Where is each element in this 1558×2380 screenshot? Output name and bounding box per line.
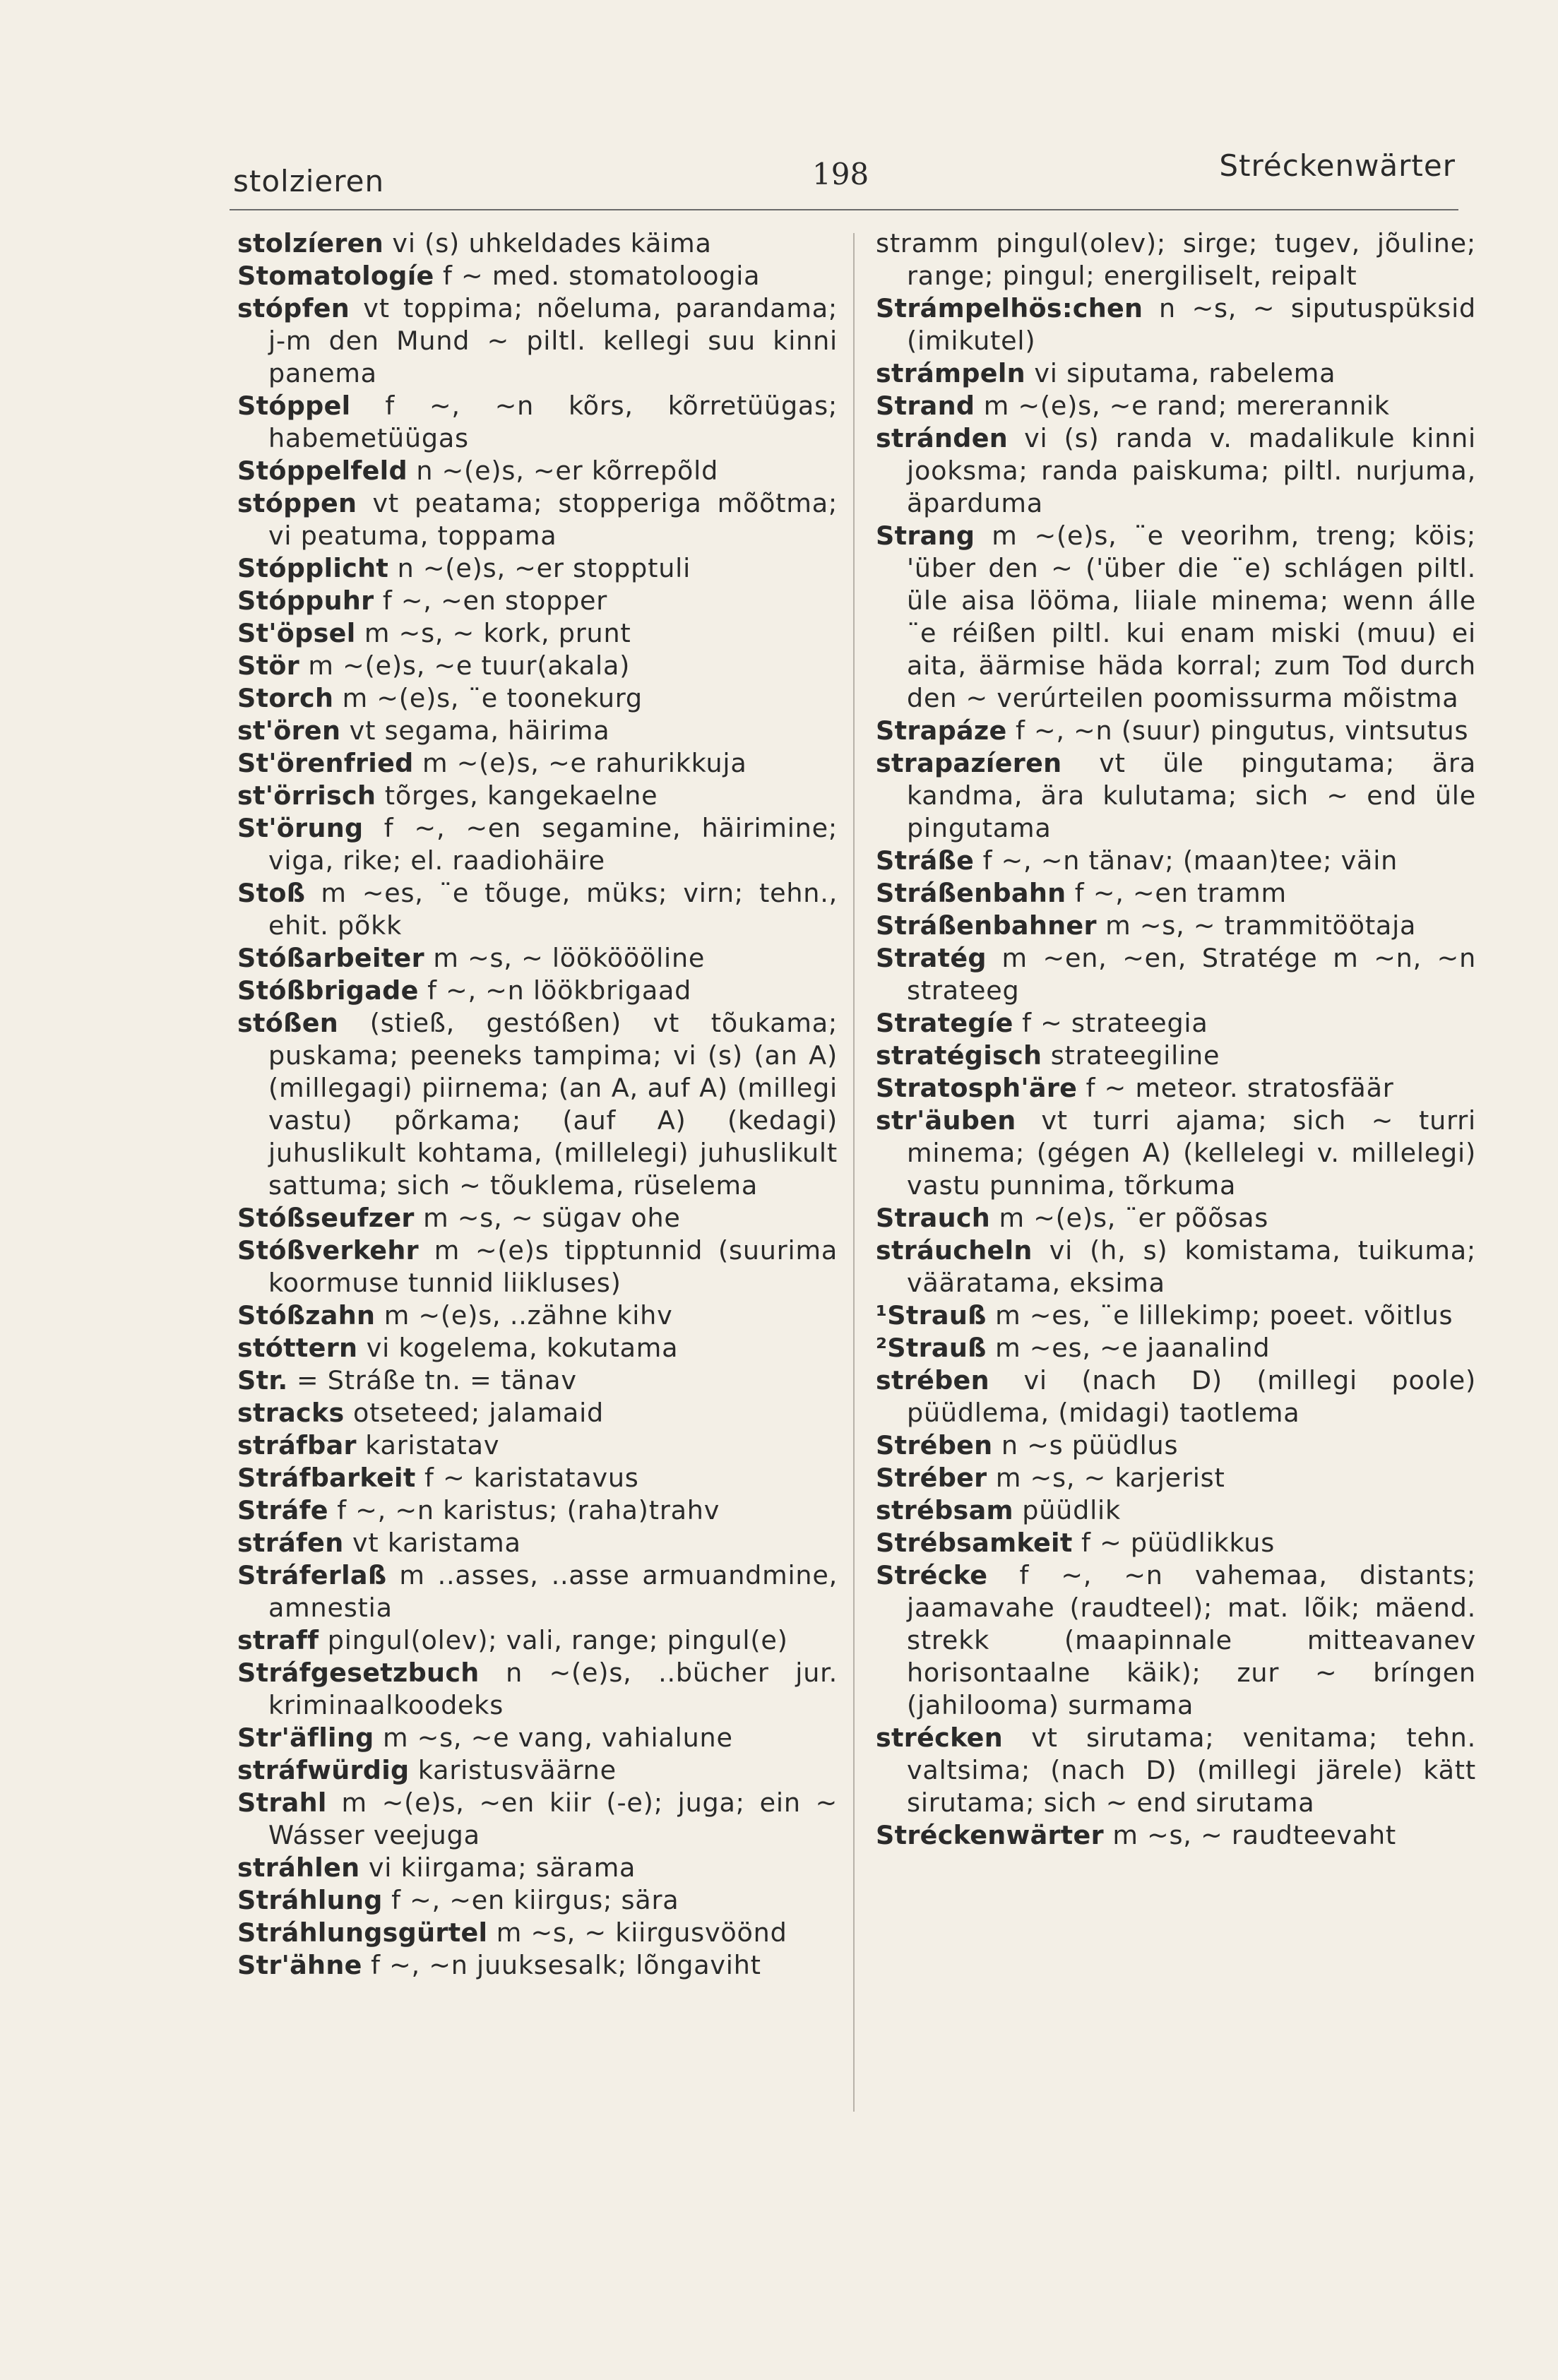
- entry-headword: Stráhlung: [237, 1885, 383, 1915]
- entry-headword: ¹Strauß: [876, 1300, 987, 1331]
- dictionary-entry: [237, 1787, 838, 1852]
- dictionary-entry: [237, 780, 838, 812]
- entry-definition: f ~ med. stomatoloogia: [443, 261, 761, 291]
- entry-headword: Strapáze: [876, 715, 1007, 746]
- dictionary-entry: [237, 942, 838, 975]
- entry-definition: m ~(e)s, ..zähne kihv: [383, 1300, 673, 1331]
- entry-headword: Stráferlaß: [237, 1560, 387, 1590]
- entry-definition: n ~(e)s, ~er kõrrepõld: [416, 456, 719, 486]
- entry-headword: stránden: [876, 423, 1009, 453]
- entry-definition: f ~, ~n (suur) pingutus, vintsutus: [1015, 715, 1469, 746]
- entry-definition: f ~, ~n kõrs, kõrretüügas; habemetüügas: [268, 391, 838, 453]
- dictionary-entry: [876, 390, 1476, 422]
- entry-definition: vt toppima; nõeluma, parandama; j-m den Mund ~ piltl. kellegi suu kinni panema: [268, 293, 838, 388]
- entry-headword: Strategíe: [876, 1008, 1013, 1038]
- dictionary-entry: [876, 1462, 1476, 1494]
- entry-definition: vi kogelema, kokutama: [366, 1333, 679, 1363]
- entry-definition: vt segama, häirima: [349, 715, 610, 746]
- entry-definition: tõrges, kangekaelne: [384, 780, 658, 811]
- entry-definition: m ~s, ~ trammitöötaja: [1105, 910, 1417, 941]
- dictionary-entry: [237, 812, 838, 877]
- entry-definition: f ~, ~n juuksesalk; lõngaviht: [371, 1950, 761, 1980]
- entry-headword: Strében: [876, 1430, 993, 1460]
- entry-headword: Stóßzahn: [237, 1300, 376, 1331]
- entry-definition: f ~ meteor. stratosfäär: [1086, 1073, 1394, 1103]
- entry-definition: = Stráße tn. = tänav: [297, 1365, 577, 1396]
- dictionary-entry: [237, 1917, 838, 1949]
- entry-headword: Storch: [237, 683, 334, 713]
- dictionary-entry: [876, 1819, 1476, 1852]
- entry-definition: vi (s) randa v. madalikule kinni jooksma; randa paiskuma; piltl. nurjuma, äparduma: [907, 423, 1476, 518]
- dictionary-entry: [237, 455, 838, 487]
- entry-definition: m ~(e)s, ¨e veorihm, treng; köis; 'über den ~ ('über die ¨e) schlágen piltl. üle aisa lööma, liiale minema; wenn álle ¨e réißen piltl. kui enam miski (muu) ei aita, äärmise häda korral; zum Tod durch den ~ verúrteilen poomissurma mõistma: [907, 520, 1476, 713]
- dictionary-entry: [876, 1202, 1476, 1234]
- entry-headword: Stomatologíe: [237, 261, 434, 291]
- entry-definition: m ~s, ~ kork, prunt: [364, 618, 631, 648]
- entry-headword: stracks: [237, 1398, 345, 1428]
- entry-headword: Stóßbrigade: [237, 975, 419, 1006]
- entry-definition: f ~, ~n löökbrigaad: [427, 975, 692, 1006]
- dictionary-entry: [237, 585, 838, 617]
- entry-definition: vt turri ajama; sich ~ turri minema; (gégen A) (kellelegi v. millelegi) vastu punnima, tõrkuma: [907, 1105, 1476, 1201]
- header-right-guideword: Stréckenwärter: [1219, 148, 1456, 183]
- entry-headword: stráfbar: [237, 1430, 357, 1460]
- entry-definition: m ~s, ~ kiirgusvöönd: [496, 1917, 787, 1948]
- entry-definition: vi (nach D) (millegi poole) püüdlema, (midagi) taotlema: [907, 1365, 1476, 1428]
- dictionary-entry: [876, 1007, 1476, 1040]
- dictionary-entry: [237, 715, 838, 747]
- entry-headword: ²Strauß: [876, 1333, 987, 1363]
- entry-headword: Stóßseufzer: [237, 1203, 415, 1233]
- entry-definition: n ~s püüdlus: [1001, 1430, 1179, 1460]
- dictionary-entry: [237, 390, 838, 455]
- entry-definition: f ~, ~n tänav; (maan)tee; väin: [982, 845, 1398, 876]
- entry-headword: strébsam: [876, 1495, 1013, 1525]
- entry-definition: m ~(e)s, ¨e toonekurg: [342, 683, 643, 713]
- dictionary-entry: [237, 260, 838, 292]
- dictionary-entry: [876, 1040, 1476, 1072]
- dictionary-entry: [237, 552, 838, 585]
- dictionary-entry: [876, 1527, 1476, 1559]
- entry-definition: vi kiirgama; särama: [368, 1852, 636, 1883]
- dictionary-entry: [237, 1657, 838, 1722]
- entry-definition: f ~, ~n vahemaa, distants; jaamavahe (raudteel); mat. lõik; mäend. strekk (maapinnale mitteavanev horisontaalne käik); zur ~ bríngen (jahilooma) surmama: [907, 1560, 1476, 1720]
- entry-headword: Stóßarbeiter: [237, 943, 424, 973]
- entry-headword: stráfwürdig: [237, 1755, 410, 1785]
- entry-headword: strámpeln: [876, 358, 1025, 388]
- dictionary-entry: [876, 1429, 1476, 1462]
- entry-headword: Strámpelhös:chen: [876, 293, 1143, 323]
- dictionary-entry: [876, 1299, 1476, 1332]
- entry-headword: Stratosph'äre: [876, 1073, 1078, 1103]
- entry-headword: St'örenfried: [237, 748, 414, 778]
- entry-definition: pingul(olev); vali, range; pingul(e): [327, 1625, 788, 1655]
- header-left-guideword: stolzieren: [233, 164, 385, 198]
- dictionary-entry: [876, 422, 1476, 520]
- entry-headword: Stráfe: [237, 1495, 328, 1525]
- entry-headword: Strébsamkeit: [876, 1528, 1073, 1558]
- dictionary-entry: [237, 1494, 838, 1527]
- entry-definition: vt sirutama; venitama; tehn. valtsima; (nach D) (millegi järele) kätt sirutama; sich ~ end sirutama: [907, 1722, 1476, 1818]
- entry-definition: f ~ püüdlikkus: [1081, 1528, 1275, 1558]
- entry-headword: Stréckenwärter: [876, 1820, 1104, 1850]
- entry-headword: Stör: [237, 650, 300, 681]
- entry-headword: straff: [237, 1625, 319, 1655]
- entry-definition: m ~(e)s, ¨er põõsas: [999, 1203, 1269, 1233]
- entry-definition: f ~, ~en stopper: [382, 585, 608, 616]
- entry-definition: m ~s, ~e vang, vahialune: [382, 1722, 733, 1753]
- entry-headword: Strand: [876, 391, 975, 421]
- entry-headword: str'äuben: [876, 1105, 1016, 1136]
- entry-headword: Strécke: [876, 1560, 988, 1590]
- entry-definition: n ~s, ~ siputuspüksid (imikutel): [907, 293, 1476, 356]
- entry-headword: Stóßverkehr: [237, 1235, 419, 1266]
- dictionary-entry: [876, 942, 1476, 1007]
- dictionary-entry: [237, 1527, 838, 1559]
- dictionary-entry: [876, 877, 1476, 910]
- entry-headword: strapazíeren: [876, 748, 1062, 778]
- entry-definition: karistusväärne: [417, 1755, 617, 1785]
- entry-definition: vt karistama: [352, 1528, 521, 1558]
- entry-headword: Strahl: [237, 1787, 327, 1818]
- entry-definition: m ~(e)s, ~e rand; mererannik: [983, 391, 1390, 421]
- entry-definition: karistatav: [365, 1430, 500, 1460]
- dictionary-entry: [876, 1105, 1476, 1202]
- entry-headword: Stráßenbahner: [876, 910, 1097, 941]
- dictionary-entry: [876, 1559, 1476, 1722]
- dictionary-entry: [237, 1299, 838, 1332]
- dictionary-entry: [237, 1007, 838, 1202]
- entry-headword: Strang: [876, 520, 975, 551]
- entry-definition: m ~s, ~ karjerist: [995, 1463, 1225, 1493]
- dictionary-entry: [237, 487, 838, 552]
- entry-headword: Stóppuhr: [237, 585, 374, 616]
- dictionary-entry: [876, 1364, 1476, 1429]
- right-column: [876, 227, 1476, 1852]
- entry-definition: vi (h, s) komistama, tuikuma; vääratama, eksima: [907, 1235, 1476, 1298]
- entry-headword: stratégisch: [876, 1040, 1042, 1071]
- left-column: [237, 227, 838, 1982]
- entry-headword: stráfen: [237, 1528, 344, 1558]
- entry-headword: stráhlen: [237, 1852, 360, 1883]
- entry-headword: Stoß: [237, 878, 306, 908]
- dictionary-entry: [237, 747, 838, 780]
- dictionary-entry: [876, 747, 1476, 845]
- entry-headword: stolzíeren: [237, 228, 384, 258]
- entry-headword: strében: [876, 1365, 989, 1396]
- entry-headword: Stóppel: [237, 391, 351, 421]
- entry-headword: stóttern: [237, 1333, 358, 1363]
- dictionary-entry: [876, 1494, 1476, 1527]
- entry-headword: Str'ähne: [237, 1950, 362, 1980]
- entry-headword: stráucheln: [876, 1235, 1033, 1266]
- entry-definition: vt üle pingutama; ära kandma, ära kulutama; sich ~ end üle pingutama: [907, 748, 1476, 843]
- entry-definition: m ~s, ~ löököööline: [433, 943, 706, 973]
- entry-definition: m ..asses, ..asse armuandmine, amnestia: [268, 1560, 838, 1623]
- entry-definition: vi (s) uhkeldades käima: [392, 228, 712, 258]
- entry-definition: m ~en, ~en, Stratége m ~n, ~n strateeg: [907, 943, 1476, 1006]
- entry-headword: Str'äfling: [237, 1722, 374, 1753]
- dictionary-entry: [237, 1364, 838, 1397]
- entry-definition: vi siputama, rabelema: [1034, 358, 1336, 388]
- entry-definition: m ~(e)s, ~en kiir (-e); juga; ein ~ Wásser veejuga: [268, 1787, 838, 1850]
- entry-headword: stóßen: [237, 1008, 339, 1038]
- entry-headword: St'öpsel: [237, 618, 356, 648]
- entry-headword: st'ören: [237, 715, 341, 746]
- entry-definition: m ~s, ~ sügav ohe: [423, 1203, 681, 1233]
- dictionary-entry: [237, 1884, 838, 1917]
- dictionary-entry: [876, 1234, 1476, 1299]
- dictionary-entry: [237, 1949, 838, 1982]
- entry-definition: f ~, ~n karistus; (raha)trahv: [337, 1495, 720, 1525]
- entry-definition: strateegiline: [1050, 1040, 1220, 1071]
- dictionary-entry: [237, 617, 838, 650]
- dictionary-entry: [876, 1332, 1476, 1364]
- entry-definition: m ~es, ~e jaanalind: [995, 1333, 1271, 1363]
- entry-definition: püüdlik: [1022, 1495, 1121, 1525]
- dictionary-entry: [876, 1072, 1476, 1105]
- entry-headword: Str.: [237, 1365, 288, 1396]
- entry-definition: m ~es, ¨e tõuge, müks; virn; tehn., ehit. põkk: [268, 878, 838, 941]
- dictionary-entry: [237, 975, 838, 1007]
- entry-definition: (stieß, gestóßen) vt tõukama; puskama; peeneks tampima; vi (s) (an A) (millegagi) piirnema; (an A, auf A) (millegi vastu) põrkama; (auf A) (kedagi) juhuslikult kohtama, (millelegi) juhuslikult sattuma; sich ~ tõuklema, rüselema: [268, 1008, 838, 1201]
- entry-definition: m ~(e)s, ~e rahurikkuja: [422, 748, 747, 778]
- entry-headword: Stópplicht: [237, 553, 389, 583]
- dictionary-entry: [876, 357, 1476, 390]
- dictionary-entry: [237, 877, 838, 942]
- entry-definition: f ~, ~en kiirgus; sära: [391, 1885, 679, 1915]
- entry-definition: n ~(e)s, ~er stopptuli: [397, 553, 691, 583]
- dictionary-entry: [237, 227, 838, 260]
- entry-definition: f ~ karistatavus: [424, 1463, 639, 1493]
- entry-definition: m ~s, ~ raudteevaht: [1112, 1820, 1396, 1850]
- dictionary-entry: [237, 1202, 838, 1234]
- dictionary-entry: [237, 1332, 838, 1364]
- dictionary-entry: [876, 910, 1476, 942]
- entry-headword: stóppen: [237, 488, 357, 518]
- dictionary-entry: [876, 845, 1476, 877]
- entry-headword: St'örung: [237, 813, 364, 843]
- dictionary-entry: [237, 1559, 838, 1624]
- entry-definition: stramm pingul(olev); sirge; tugev, jõuline; range; pingul; energiliselt, reipalt: [876, 228, 1476, 291]
- dictionary-entry: [237, 1429, 838, 1462]
- entry-headword: Stréber: [876, 1463, 987, 1493]
- entry-headword: st'örrisch: [237, 780, 376, 811]
- dictionary-entry: [237, 1234, 838, 1299]
- entry-headword: Stráhlungsgürtel: [237, 1917, 488, 1948]
- entry-definition: otseteed; jalamaid: [352, 1398, 605, 1428]
- dictionary-entry: [237, 1397, 838, 1429]
- header-rule: [230, 209, 1458, 210]
- entry-definition: f ~ strateegia: [1022, 1008, 1208, 1038]
- dictionary-entry: [237, 682, 838, 715]
- entry-headword: Strauch: [876, 1203, 991, 1233]
- entry-definition: m ~(e)s, ~e tuur(akala): [308, 650, 631, 681]
- entry-definition: f ~, ~en tramm: [1074, 878, 1287, 908]
- entry-definition: vt peatama; stopperiga mõõtma; vi peatuma, toppama: [268, 488, 838, 551]
- entry-headword: Stráfbarkeit: [237, 1463, 416, 1493]
- dictionary-entry: [876, 520, 1476, 715]
- dictionary-entry: [237, 1722, 838, 1754]
- entry-headword: Stóppelfeld: [237, 456, 408, 486]
- entry-definition: n ~(e)s, ..bücher jur. kriminaalkoodeks: [268, 1658, 838, 1720]
- entry-headword: Stráße: [876, 845, 975, 876]
- entry-definition: m ~es, ¨e lillekimp; poeet. võitlus: [995, 1300, 1453, 1331]
- entry-headword: Stráßenbahn: [876, 878, 1066, 908]
- entry-definition: m ~(e)s tipptunnid (suurima koormuse tunnid liikluses): [268, 1235, 838, 1298]
- dictionary-entry: [876, 292, 1476, 357]
- dictionary-entry: [237, 1852, 838, 1884]
- dictionary-entry: [237, 1462, 838, 1494]
- dictionary-entry: [237, 292, 838, 390]
- dictionary-entry: [876, 1722, 1476, 1819]
- dictionary-entry: [237, 650, 838, 682]
- entry-headword: Stráfgesetzbuch: [237, 1658, 480, 1688]
- entry-headword: Stratég: [876, 943, 987, 973]
- entry-headword: strécken: [876, 1722, 1003, 1753]
- column-divider: [853, 233, 855, 2112]
- dictionary-entry: [876, 715, 1476, 747]
- dictionary-entry: [876, 227, 1476, 292]
- dictionary-entry: [237, 1624, 838, 1657]
- entry-headword: stópfen: [237, 293, 350, 323]
- page-number: 198: [812, 157, 869, 191]
- entry-definition: f ~, ~en segamine, häirimine; viga, rike; el. raadiohäire: [268, 813, 838, 876]
- dictionary-entry: [237, 1754, 838, 1787]
